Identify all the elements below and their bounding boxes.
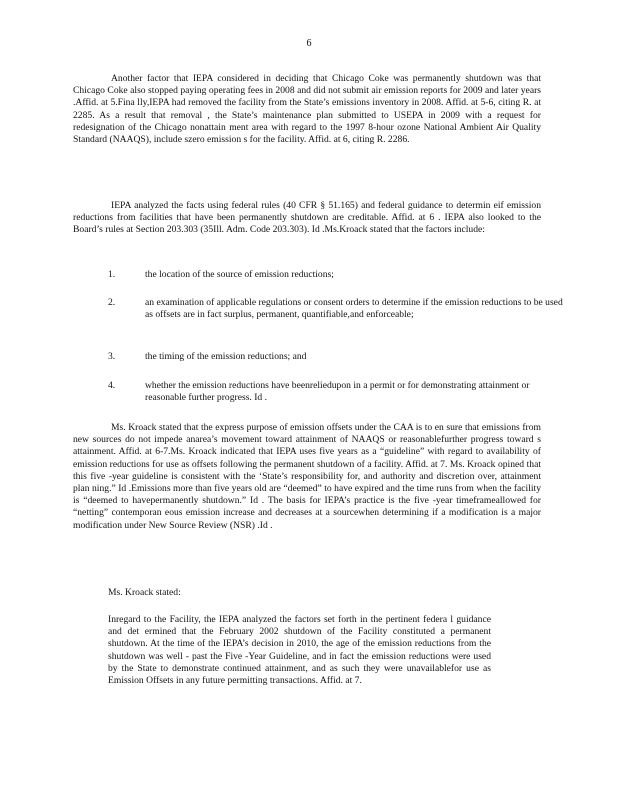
list-number: 2. bbox=[108, 297, 116, 308]
paragraph-quote-intro: Ms. Kroack stated: bbox=[108, 587, 181, 598]
list-item bbox=[108, 380, 565, 404]
paragraph-text: Another factor that IEPA considered in deciding that Chicago Coke was permanently shutdown was that Chicago Coke also stopped paying operating fees in 2008 and did not submit air emission reports for 2009 and later years .Affid. at 5.Fina lly,IEPA had removed the facility from the State’s emissions inventory in 2008. Affid. at 5-6, citing R. at 2285. As a result that removal , the State’s maintenance plan submitted to USEPA in 2009 with a request for redesignation of the Chicago nonattain ment area with regard to the 1997 8-hour ozone National Ambient Air Quality Standard (NAAQS), include szero emission s for the facility. Affid. at 6, citing R. 2286. bbox=[73, 73, 541, 146]
paragraph-text: IEPA analyzed the facts using federal rules (40 CFR § 51.165) and federal guidance to determin eif emission reductions from facilities that have been permanently shutdown are creditable. Affid. at 6 . IEPA also looked to the Board’s rules at Section 203.303 (35Ill. Adm. Code 203.303). Id .Ms.Kroack stated that the factors include: bbox=[73, 200, 541, 236]
list-text: the timing of the emission reductions; and bbox=[145, 351, 307, 362]
factors-list bbox=[108, 0, 563, 420]
list-item bbox=[108, 297, 565, 321]
list-number: 3. bbox=[108, 351, 116, 362]
block-quote: Inregard to the Facility, the IEPA analyzed the factors set forth in the pertinent federa l guidance and det ermined that the February 2002 shutdown of the Facility constituted a permanent shutdown. At the time of the IEPA’s decision in 2010, the age of the emission reductions from the shutdown was well - past the Five -Year Guideline, and in fact the emission reductions were used by the State to demonstrate continued attainment, and as such they were unavailablefor use as Emission Offsets in any future permitting transactions. Affid. at 7. bbox=[108, 614, 491, 687]
list-text: whether the emission reductions have beenreliedupon in a permit or for demonstrating attainment or reasonable further progress. Id . bbox=[145, 380, 530, 404]
list-number: 1. bbox=[108, 269, 116, 280]
list-text: the location of the source of emission reductions; bbox=[145, 269, 334, 280]
paragraph-text: Ms. Kroack stated that the express purpose of emission offsets under the CAA is to en sure that emissions from new sources do not impede anarea’s movement toward attainment of NAAQS or reasonablefurther progress toward s attainment. Affid. at 6-7.Ms. Kroack indicated that IEPA uses five years as a “guideline” with regard to availability of emission reductions for use as offsets following the permanent shutdown of a facility. Affid. at 7. Ms. Kroack opined that this five -year guideline is consistent with the ‘State’s responsibility for, and authority and discretion over, attainment plan ning.” Id .Emissions more than five years old are “deemed” to have expired and the time runs from when the facility is “deemed to havepermanently shutdown.” Id . The basis for IEPA’s practice is the five -year timeframeallowed for “netting” contemporan eous emission increase and decreases at a sourcewhen determining if a modification is a major modification under New Source Review (NSR) .Id . bbox=[73, 422, 541, 531]
paragraph-emission-offsets bbox=[73, 422, 541, 532]
list-item bbox=[108, 351, 565, 363]
list-item bbox=[108, 269, 565, 281]
list-text: an examination of applicable regulations or consent orders to determine if the emission reductions to be used as offsets are in fact surplus, permanent, quantifiable,and enforceable; bbox=[145, 297, 563, 321]
list-number: 4. bbox=[108, 380, 116, 391]
page-number: 6 bbox=[306, 38, 312, 49]
